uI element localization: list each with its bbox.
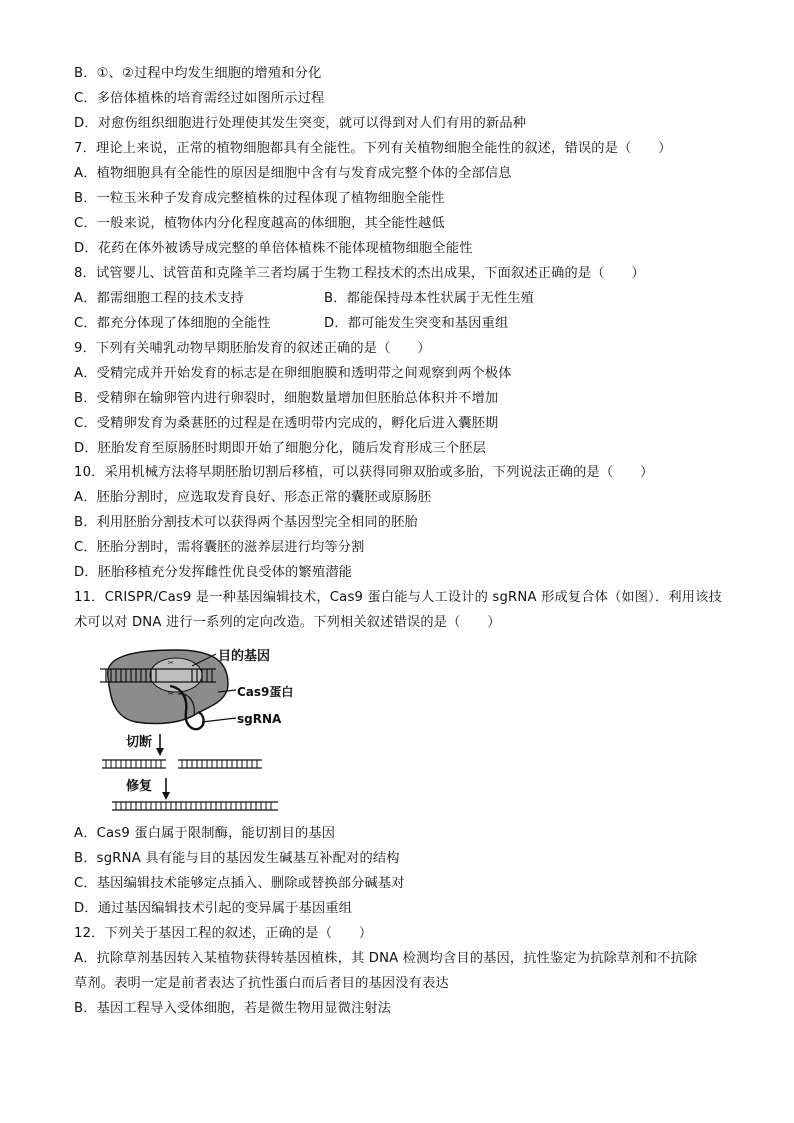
q7-option-d: D．花药在体外被诱导成完整的单倍体植株不能体现植物细胞全能性 (74, 241, 473, 256)
q6-option-c: C．多倍体植株的培育需经过如图所示过程 (74, 91, 325, 106)
q12-option-a-line-2: 草剂。表明一定是前者表达了抗性蛋白而后者目的基因没有表达 (74, 976, 449, 991)
q10-option-d: D．胚胎移植充分发挥雌性优良受体的繁殖潜能 (74, 565, 353, 580)
q6-option-d: D．对愈伤组织细胞进行处理使其发生突变，就可以得到对人们有用的新品种 (74, 116, 527, 131)
q8-option-c: C．都充分体现了体细胞的全能性 (74, 316, 271, 331)
q9-option-b: B．受精卵在输卵管内进行卵裂时，细胞数量增加但胚胎总体积并不增加 (74, 391, 499, 406)
q8-stem: 8．试管婴儿、试管苗和克隆羊三者均属于生物工程技术的杰出成果，下面叙述正确的是（ ） (74, 266, 645, 281)
q9-option-c: C．受精卵发育为桑葚胚的过程是在透明带内完成的，孵化后进入囊胚期 (74, 416, 499, 431)
label-target-gene: 目的基因 (218, 649, 271, 664)
q7-option-b: B．一粒玉米种子发育成完整植株的过程体现了植物细胞全能性 (74, 191, 445, 206)
q11-option-d: D．通过基因编辑技术引起的变异属于基因重组 (74, 901, 353, 916)
q12-option-a-line-1: A．抗除草剂基因转入某植物获得转基因植株，其 DNA 检测均含目的基因，抗性鉴定为抗除草剂和不抗除 (74, 951, 698, 966)
q9-stem: 9．下列有关哺乳动物早期胚胎发育的叙述正确的是（ ） (74, 341, 431, 356)
q11-option-c: C．基因编辑技术能够定点插入、删除或替换部分碱基对 (74, 876, 405, 891)
q11-stem-line-2: 术可以对 DNA 进行一系列的定向改造。下列相关叙述错误的是（ ） (74, 615, 501, 630)
svg-text:✂: ✂ (168, 659, 174, 667)
crispr-cas9-diagram (96, 642, 310, 818)
q12-option-b: B．基因工程导入受体细胞，若是微生物用显微注射法 (74, 1001, 392, 1016)
label-sgrna: sgRNA (237, 712, 282, 726)
repaired-dna (112, 802, 278, 810)
q12-stem: 12．下列关于基因工程的叙述，正确的是（ ） (74, 926, 373, 941)
label-repair: 修复 (126, 779, 153, 794)
q8-option-d: D．都可能发生突变和基因重组 (324, 316, 509, 331)
q11-stem-line-1: 11．CRISPR/Cas9 是一种基因编辑技术，Cas9 蛋白能与人工设计的 sgRNA 形成复合体（如图）．利用该技 (74, 590, 722, 605)
label-cas9: Cas9蛋白 (237, 685, 294, 699)
q8-option-a: A．都需细胞工程的技术支持 (74, 291, 244, 306)
q10-stem: 10．采用机械方法将早期胚胎切割后移植，可以获得同卵双胎或多胎，下列说法正确的是（ ） (74, 465, 654, 480)
q10-option-a: A．胚胎分割时，应选取发育良好、形态正常的囊胚或原肠胚 (74, 490, 432, 505)
q9-option-a: A．受精完成并开始发育的标志是在卵细胞膜和透明带之间观察到两个极体 (74, 366, 512, 381)
q10-option-c: C．胚胎分割时，需将囊胚的滋养层进行均等分割 (74, 540, 365, 555)
q7-option-a: A．植物细胞具有全能性的原因是细胞中含有与发育成完整个体的全部信息 (74, 166, 512, 181)
q6-option-b: B．①、②过程中均发生细胞的增殖和分化 (74, 66, 322, 81)
q9-option-d: D．胚胎发育至原肠胚时期即开始了细胞分化，随后发育形成三个胚层 (74, 441, 486, 456)
q8-option-b: B．都能保持母本性状属于无性生殖 (324, 291, 535, 306)
q11-option-b: B．sgRNA 具有能与目的基因发生碱基互补配对的结构 (74, 851, 400, 866)
q7-option-c: C．一般来说，植物体内分化程度越高的体细胞，其全能性越低 (74, 216, 445, 231)
label-cut: 切断 (126, 735, 153, 750)
q11-option-a: A．Cas9 蛋白属于限制酶，能切割目的基因 (74, 826, 336, 841)
q7-stem: 7．理论上来说，正常的植物细胞都具有全能性。下列有关植物细胞全能性的叙述，错误的是（ ） (74, 141, 672, 156)
svg-text:✂: ✂ (168, 690, 174, 698)
q10-option-b: B．利用胚胎分割技术可以获得两个基因型完全相同的胚胎 (74, 515, 418, 530)
